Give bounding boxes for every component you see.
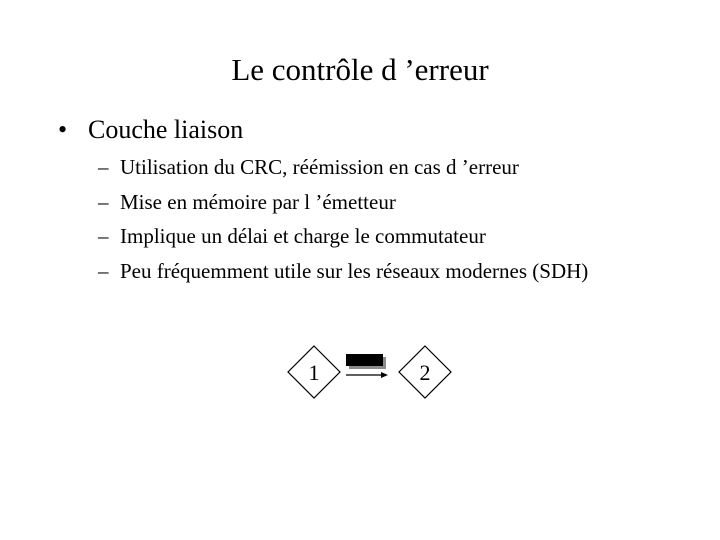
node-right-label: 2 <box>419 360 431 385</box>
frame-block <box>346 354 386 369</box>
arrow-right <box>346 372 388 378</box>
arrow-head <box>381 372 388 378</box>
sub-bullet-text: Peu fréquemment utile sur les réseaux modernes (SDH) <box>120 258 589 283</box>
dash-marker: – <box>98 155 109 179</box>
node-right <box>399 346 451 398</box>
dash-marker: – <box>98 224 109 248</box>
sub-bullet-text: Implique un délai et charge le commutateur <box>120 224 486 248</box>
slide-title: Le contrôle d ’erreur <box>231 52 489 87</box>
dash-marker: – <box>98 189 109 214</box>
bullet-text: Couche liaison <box>88 115 244 144</box>
node-left <box>288 346 340 398</box>
frame-block-bar <box>346 354 383 366</box>
bullet-marker: • <box>58 115 68 144</box>
sub-bullet-text: Mise en mémoire par l ’émetteur <box>120 189 396 214</box>
sub-bullet-text: Utilisation du CRC, réémission en cas d ’erreur <box>120 155 519 179</box>
dash-marker: – <box>98 258 109 283</box>
node-left-label: 1 <box>308 360 320 385</box>
